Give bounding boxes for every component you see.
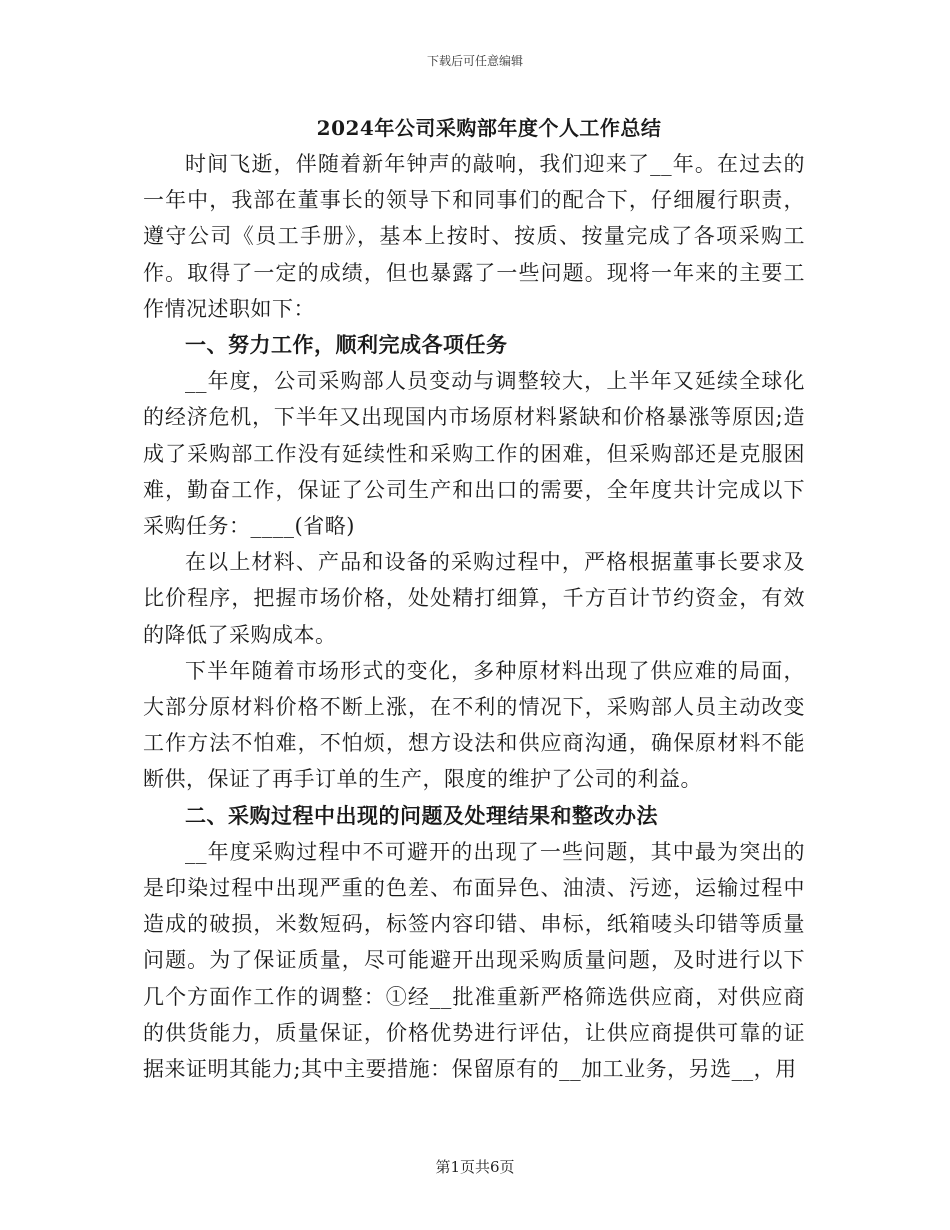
paragraph-intro: 时间飞逝，伴随着新年钟声的敲响，我们迎来了__年。在过去的一年中，我部在董事长的领导下和同事们的配合下，仔细履行职责，遵守公司《员工手册》，基本上按时、按质、按量完成了各项采购工作。取得了一定的成绩，但也暴露了一些问题。现将一年来的主要工作情况述职如下： <box>143 152 805 321</box>
paragraph-market: 下半年随着市场形式的变化，多种原材料出现了供应难的局面，大部分原材料价格不断上涨，在不利的情况下，采购部人员主动改变工作方法不怕难，不怕烦，想方设法和供应商沟通，确保原材料不能断供，保证了再手订单的生产，限度的维护了公司的利益。 <box>143 658 805 792</box>
paragraph-tasks: __年度，公司采购部人员变动与调整较大，上半年又延续全球化的经济危机，下半年又出现国内市场原材料紧缺和价格暴涨等原因;造成了采购部工作没有延续性和采购工作的困难，但采购部还是克服困难，勤奋工作，保证了公司生产和出口的需要，全年度共计完成以下采购任务：____(省略) <box>143 369 805 539</box>
paragraph-problems: __年度采购过程中不可避开的出现了一些问题，其中最为突出的是印染过程中出现严重的色差、布面异色、油渍、污迹，运输过程中造成的破损，米数短码，标签内容印错、串标，纸箱唛头印错等质量问题。为了保证质量，尽可能避开出现采购质量问题，及时进行以下几个方面作工作的调整：①经__批准重新严格筛选供应商，对供应商的供货能力，质量保证，价格优势进行评估，让供应商提供可靠的证据来证明其能力;其中主要措施：保留原有的__加工业务，另选__，用 <box>143 839 805 1082</box>
section-heading-2: 二、采购过程中出现的问题及处理结果和整改办法 <box>185 802 658 828</box>
page-header-note: 下载后可任意编辑 <box>426 54 523 68</box>
document-title: 2024年公司采购部年度个人工作总结 <box>316 116 662 140</box>
page-number: 第1页共6页 <box>435 1158 515 1176</box>
section-heading-1: 一、努力工作，顺利完成各项任务 <box>185 332 508 358</box>
document-body <box>143 110 805 1087</box>
paragraph-cost: 在以上材料、产品和设备的采购过程中，严格根据董事长要求及比价程序，把握市场价格，处处精打细算，千方百计节约资金，有效的降低了采购成本。 <box>143 550 805 647</box>
